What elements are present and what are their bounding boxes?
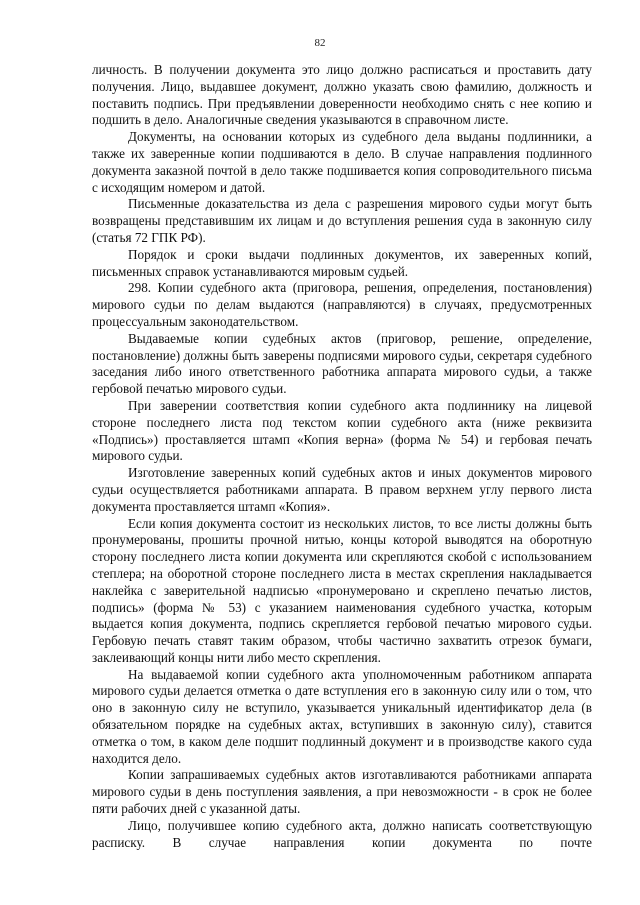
paragraph: личность. В получении документа это лицо должно расписаться и проставить дату получения. Лицо, выдавшее документ, должно указать свою фамилию, должность и поставить подпись. При предъявлении доверенности необходимо снять с нее копию и подшить в дело. Аналогичные сведения указываются в справочном листе.	[92, 62, 592, 128]
paragraph: Копии запрашиваемых судебных актов изготавливаются работниками аппарата мирового судьи в день поступления заявления, а при невозможности - в срок не более пяти рабочих дней с указанной даты.	[92, 767, 592, 817]
paragraph: При заверении соответствия копии судебного акта подлиннику на лицевой стороне последнего листа под текстом копии судебного акта (ниже реквизита «Подпись») проставляется штамп «Копия верна» (форма № 54) и гербовая печать мирового судьи.	[92, 397, 592, 464]
paragraph: Выдаваемые копии судебных актов (приговор, решение, определение, постановление) должны быть заверены подписями мирового судьи, секретаря судебного заседания либо иного ответственного работника аппарата мирового судьи, а также гербовой печатью мирового судьи.	[92, 330, 592, 397]
paragraph: Если копия документа состоит из нескольких листов, то все листы должны быть пронумерованы, прошиты прочной нитью, концы которой выводятся на оборотную сторону последнего листа копии документа или скрепляются скобой с использованием степлера; на оборотной стороне последнего листа в местах скрепления накладывается наклейка с заверительной надписью «пронумеровано и скреплено печатью листов, подпись» (форма № 53) с указанием наименования судебного участка, которым выдается копия документа, подпись скрепляется гербовой печатью мирового судьи. Гербовую печать ставят таким образом, чтобы частично захватить отрезок бумаги, заклеивающий концы нити либо место скрепления.	[92, 515, 592, 665]
paragraph: Документы, на основании которых из судебного дела выданы подлинники, а также их заверенные копии подшиваются в дело. В случае направления подлинного документа заказной почтой в дело также подшивается копия сопроводительного письма с исходящим номером и датой.	[92, 129, 592, 195]
paragraph: 298. Копии судебного акта (приговора, решения, определения, постановления) мирового судьи по делам выдаются (направляются) в случаях, предусмотренных процессуальным законодательством.	[92, 280, 592, 329]
paragraph: На выдаваемой копии судебного акта уполномоченным работником аппарата мирового судьи делается отметка о дате вступления его в законную силу или о том, что оно в законную силу не вступило, указывается уникальный идентификатор дела (в обязательном порядке на судебных актах, вступивших в законную силу), ставится отметка о том, в каком деле подшит подлинный документ и в производстве какого суда находится дело.	[92, 666, 592, 766]
paragraph: Лицо, получившее копию судебного акта, должно написать соответствующую расписку. В случае направления копии документа по почте	[92, 817, 592, 850]
page-number-text: 82	[314, 37, 326, 49]
paragraph: Изготовление заверенных копий судебных актов и иных документов мирового судьи осуществляется работниками аппарата. В правом верхнем углу первого листа документа проставляется штамп «Копия».	[92, 465, 592, 514]
paragraph: Порядок и сроки выдачи подлинных документов, их заверенных копий, письменных справок устанавливаются мировым судьей.	[92, 246, 592, 279]
document-body	[92, 62, 592, 851]
paragraph: Письменные доказательства из дела с разрешения мирового судьи могут быть возвращены представившим их лицам и до вступления решения суда в законную силу (статья 72 ГПК РФ).	[92, 196, 592, 245]
